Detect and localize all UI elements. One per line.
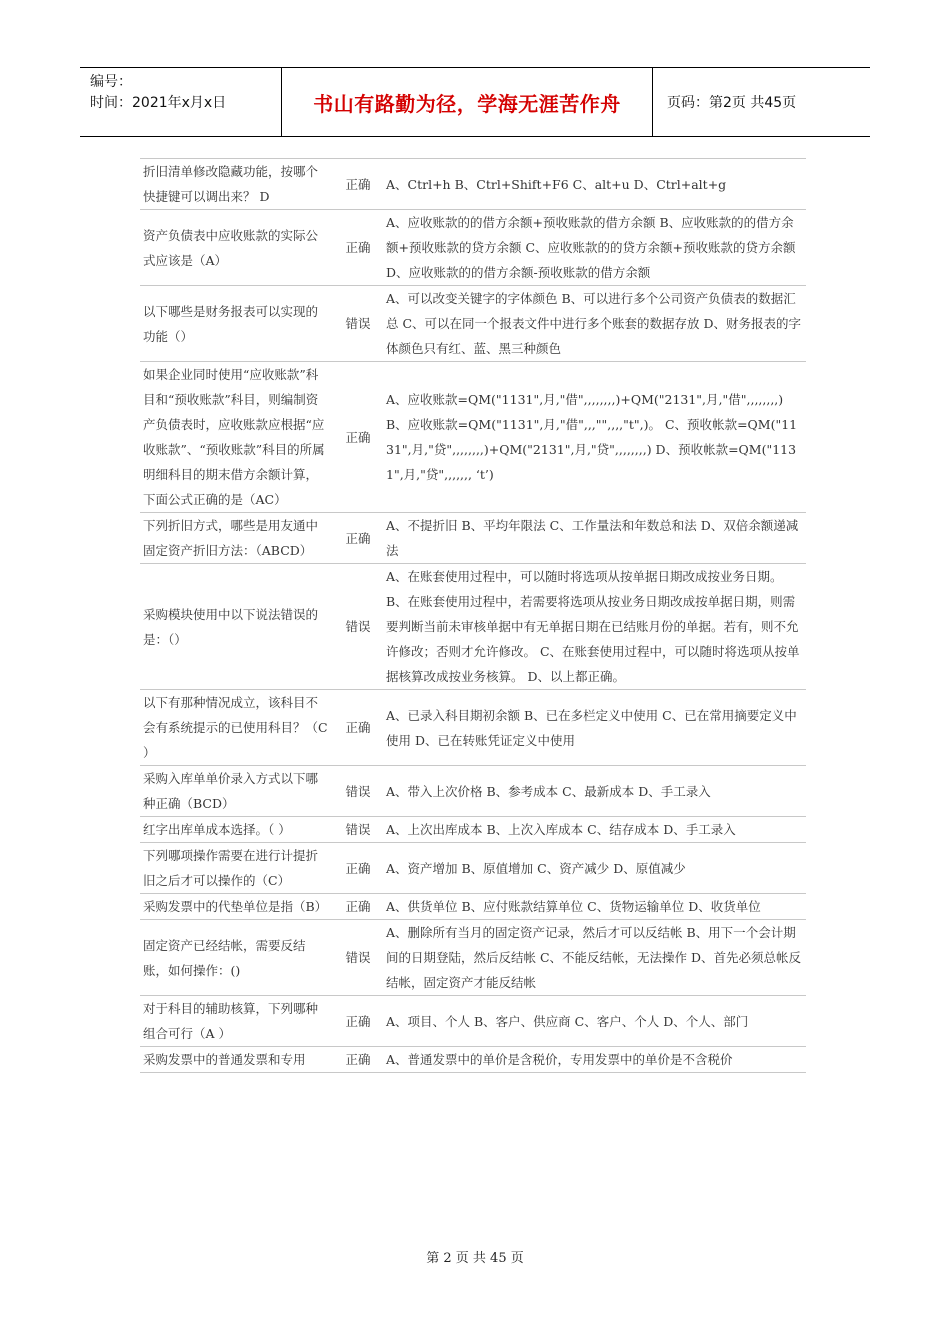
question-cell: 采购发票中的普通发票和专用 — [140, 1047, 333, 1073]
question-cell: 对于科目的辅助核算，下列哪种组合可行（A ） — [140, 996, 333, 1047]
result-cell: 正确 — [333, 210, 383, 286]
table-row — [140, 513, 806, 564]
table-row — [140, 817, 806, 843]
options-cell: A、应收账款的的借方余额+预收账款的借方余额 B、应收账款的的借方余额+预收账款的贷方余额 C、应收账款的的贷方余额+预收账款的贷方余额 D、应收账款的的借方余额-预收账款的借方余额 — [383, 210, 806, 286]
result-cell: 正确 — [333, 690, 383, 766]
table-row — [140, 1047, 806, 1073]
options-cell: A、已录入科目期初余额 B、已在多栏定义中使用 C、已在常用摘要定义中使用 D、已在转账凭证定义中使用 — [383, 690, 806, 766]
result-cell: 错误 — [333, 920, 383, 996]
table-row — [140, 766, 806, 817]
question-table — [140, 158, 806, 1073]
table-row — [140, 894, 806, 920]
options-cell: A、可以改变关键字的字体颜色 B、可以进行多个公司资产负债表的数据汇总 C、可以在同一个报表文件中进行多个账套的数据存放 D、财务报表的字体颜色只有红、蓝、黑三种颜色 — [383, 286, 806, 362]
question-cell: 折旧清单修改隐藏功能，按哪个快捷键可以调出来？ D — [140, 159, 333, 210]
options-cell: A、供货单位 B、应付账款结算单位 C、货物运输单位 D、收货单位 — [383, 894, 806, 920]
result-cell: 正确 — [333, 996, 383, 1047]
options-cell: A、资产增加 B、原值增加 C、资产减少 D、原值减少 — [383, 843, 806, 894]
question-cell: 以下哪些是财务报表可以实现的功能（） — [140, 286, 333, 362]
page-header — [80, 67, 870, 137]
header-info — [80, 68, 282, 136]
question-cell: 采购入库单单价录入方式以下哪种正确（BCD） — [140, 766, 333, 817]
question-cell: 如果企业同时使用“应收账款”科目和“预收账款”科目，则编制资产负债表时，应收账款应根据“应收账款”、“预收账款”科目的所属明细科目的期末借方余额计算，下面公式正确的是（AC） — [140, 362, 333, 513]
options-cell: A、在账套使用过程中，可以随时将选项从按单据日期改成按业务日期。 B、在账套使用过程中，若需要将选项从按业务日期改成按单据日期，则需要判断当前未审核单据中有无单据日期在已结账月份的单据。若有，则不允许修改；否则才允许修改。 C、在账套使用过程中，可以随时将选项从按单据核算改成按业务核算。 D、以上都正确。 — [383, 564, 806, 690]
question-cell: 下列哪项操作需要在进行计提折旧之后才可以操作的（C） — [140, 843, 333, 894]
result-cell: 正确 — [333, 894, 383, 920]
table-row — [140, 286, 806, 362]
table-row — [140, 159, 806, 210]
question-cell: 以下有那种情况成立，该科目不会有系统提示的已使用科目？（C ） — [140, 690, 333, 766]
result-cell: 正确 — [333, 1047, 383, 1073]
table-row — [140, 996, 806, 1047]
question-cell: 资产负债表中应收账款的实际公式应该是（A） — [140, 210, 333, 286]
table-row — [140, 843, 806, 894]
question-cell: 红字出库单成本选择。（ ） — [140, 817, 333, 843]
header-time-label: 时间：2021年x月x日 — [90, 95, 227, 111]
result-cell: 正确 — [333, 362, 383, 513]
question-cell: 下列折旧方式，哪些是用友通中固定资产折旧方法：（ABCD） — [140, 513, 333, 564]
question-cell: 采购发票中的代垫单位是指（B） — [140, 894, 333, 920]
options-cell: A、应收账款=QM("1131",月,"借",,,,,,,,)+QM("2131",月,"借",,,,,,,,) B、应收账款=QM("1131",月,"借",,,"",,,,"t",)。 C、预收帐款=QM("1131",月,"贷",,,,,,,,)+QM("2131",月,"贷",,,,,,,,) D、预收帐款=QM("1131",月,"贷",,,,,,, ‘t’) — [383, 362, 806, 513]
result-cell: 正确 — [333, 159, 383, 210]
table-row — [140, 920, 806, 996]
options-cell: A、项目、个人 B、客户、供应商 C、客户、个人 D、个人、部门 — [383, 996, 806, 1047]
options-cell: A、Ctrl+h B、Ctrl+Shift+F6 C、alt+u D、Ctrl+alt+g — [383, 159, 806, 210]
result-cell: 错误 — [333, 286, 383, 362]
header-number-label: 编号： — [90, 74, 132, 90]
options-cell: A、上次出库成本 B、上次入库成本 C、结存成本 D、手工录入 — [383, 817, 806, 843]
result-cell: 错误 — [333, 817, 383, 843]
table-row — [140, 564, 806, 690]
table-row — [140, 362, 806, 513]
page-footer: 第 2 页 共 45 页 — [426, 1251, 524, 1266]
options-cell: A、带入上次价格 B、参考成本 C、最新成本 D、手工录入 — [383, 766, 806, 817]
options-cell: A、不提折旧 B、平均年限法 C、工作量法和年数总和法 D、双倍余额递减法 — [383, 513, 806, 564]
options-cell: A、普通发票中的单价是含税价，专用发票中的单价是不含税价 — [383, 1047, 806, 1073]
header-motto: 书山有路勤为径，学海无涯苦作舟 — [282, 68, 653, 136]
result-cell: 错误 — [333, 564, 383, 690]
result-cell: 错误 — [333, 766, 383, 817]
header-page-code: 页码：第2页 共45页 — [667, 95, 797, 111]
result-cell: 正确 — [333, 513, 383, 564]
result-cell: 正确 — [333, 843, 383, 894]
question-cell: 采购模块使用中以下说法错误的是：（） — [140, 564, 333, 690]
table-row — [140, 690, 806, 766]
table-row — [140, 210, 806, 286]
question-cell: 固定资产已经结帐，需要反结账，如何操作：() — [140, 920, 333, 996]
options-cell: A、删除所有当月的固定资产记录，然后才可以反结帐 B、用下一个会计期间的日期登陆，然后反结帐 C、不能反结帐，无法操作 D、首先必须总帐反结帐，固定资产才能反结帐 — [383, 920, 806, 996]
